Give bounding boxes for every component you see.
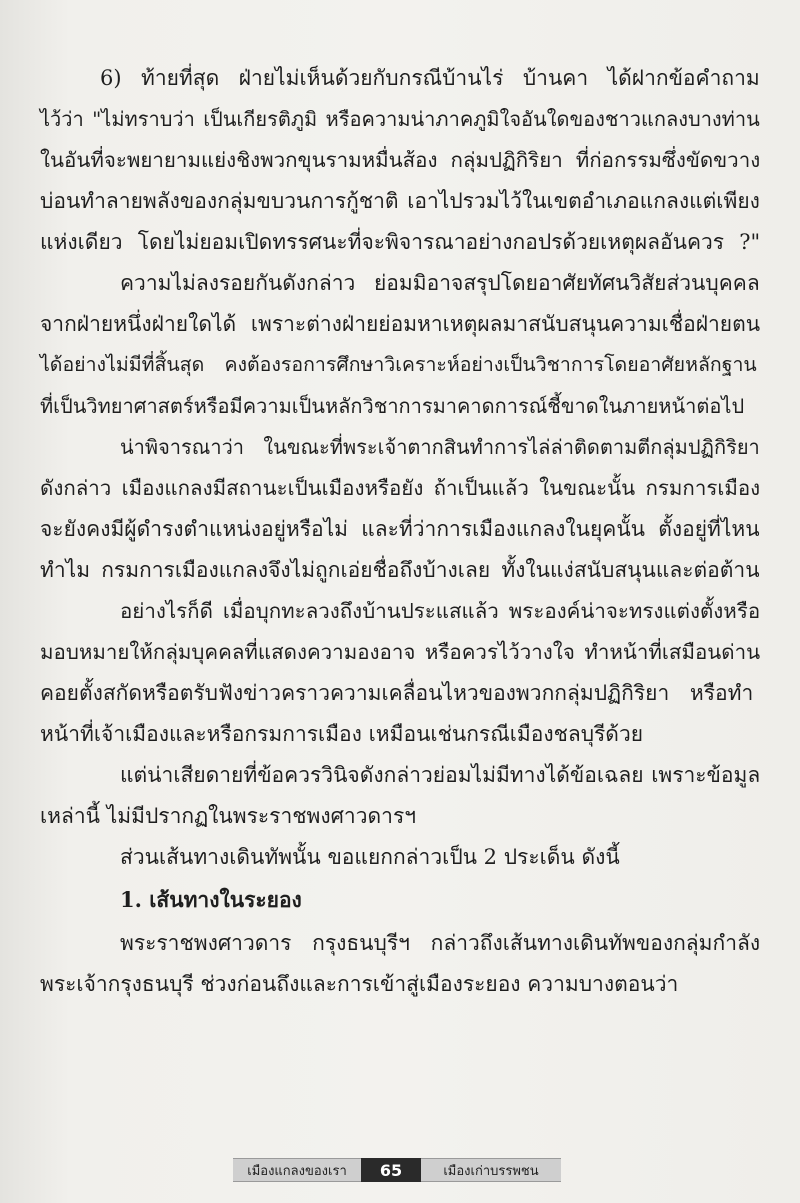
footer-book-title: เมืองแกลงของเรา	[233, 1158, 361, 1182]
text-line: ส่วนเส้นทางเดินทัพนั้น ขอแยกกล่าวเป็น 2 ประเด็น ดังนี้	[120, 845, 620, 869]
text-line: 6) ท้ายที่สุด ฝ่ายไม่เห็นด้วยกับกรณีบ้านไร่ บ้านคา ได้ฝากข้อคำถาม	[100, 66, 760, 90]
text-line: ดังกล่าว เมืองแกลงมีสถานะเป็นเมืองหรือยัง ถ้าเป็นแล้ว ในขณะนั้น กรมการเมือง	[40, 476, 761, 500]
text-line: อย่างไรก็ดี เมื่อบุกทะลวงถึงบ้านประแสแล้ว พระองค์น่าจะทรงแต่งตั้งหรือ	[120, 599, 761, 623]
section-heading: 1. เส้นทางในระยอง	[120, 887, 302, 912]
page-footer	[233, 1158, 561, 1182]
text-line: หน้าที่เจ้าเมืองและหรือกรมการเมือง เหมือนเช่นกรณีเมืองชลบุรีด้วย	[40, 722, 644, 746]
text-line: ในอันที่จะพยายามแย่งชิงพวกขุนรามหมื่นส้อง กลุ่มปฏิกิริยา ที่ก่อกรรมซึ่งขัดขวาง	[40, 148, 761, 172]
text-line: จะยังคงมีผู้ดำรงตำแหน่งอยู่หรือไม่ และที่ว่าการเมืองแกลงในยุคนั้น ตั้งอยู่ที่ไหน	[40, 517, 760, 541]
text-line: ความไม่ลงรอยกันดังกล่าว ย่อมมิอาจสรุปโดยอาศัยทัศนวิสัยส่วนบุคคล	[120, 271, 760, 295]
text-line: พระเจ้ากรุงธนบุรี ช่วงก่อนถึงและการเข้าสู่เมืองระยอง ความบางตอนว่า	[40, 972, 679, 996]
text-line: ที่เป็นวิทยาศาสตร์หรือมีความเป็นหลักวิชาการมาคาดการณ์ชี้ขาดในภายหน้าต่อไป	[40, 394, 745, 418]
text-line: แห่งเดียว โดยไม่ยอมเปิดทรรศนะที่จะพิจารณาอย่างกอปรด้วยเหตุผลอันควร ?"	[40, 230, 761, 254]
text-line: มอบหมายให้กลุ่มบุคคลที่แสดงความองอาจ หรือควรไว้วางใจ ทำหน้าที่เสมือนด่าน	[40, 640, 761, 664]
text-line: จากฝ่ายหนึ่งฝ่ายใดได้ เพราะต่างฝ่ายย่อมหาเหตุผลมาสนับสนุนความเชื่อฝ่ายตน	[40, 312, 761, 336]
text-line: ทำไม กรมการเมืองแกลงจึงไม่ถูกเอ่ยชื่อถึงบ้างเลย ทั้งในแง่สนับสนุนและต่อต้าน	[40, 558, 760, 582]
text-line: คอยตั้งสกัดหรือตรับฟังข่าวคราวความเคลื่อนไหวของพวกกลุ่มปฏิกิริยา หรือทำ	[40, 681, 754, 705]
text-line: บ่อนทำลายพลังของกลุ่มขบวนการกู้ชาติ เอาไปรวมไว้ในเขตอำเภอแกลงแต่เพียง	[40, 189, 760, 213]
text-line: น่าพิจารณาว่า ในขณะที่พระเจ้าตากสินทำการไล่ล่าติดตามตีกลุ่มปฏิกิริยา	[120, 435, 760, 459]
page-number: 65	[361, 1158, 421, 1182]
text-line: ได้อย่างไม่มีที่สิ้นสุด คงต้องรอการศึกษาวิเคราะห์อย่างเป็นวิชาการโดยอาศัยหลักฐาน	[40, 353, 757, 376]
footer-chapter-title: เมืองเก่าบรรพชน	[421, 1158, 561, 1182]
text-line: พระราชพงศาวดาร กรุงธนบุรีฯ กล่าวถึงเส้นทางเดินทัพของกลุ่มกำลัง	[120, 931, 761, 955]
text-line: เหล่านี้ ไม่มีปรากฏในพระราชพงศาวดารฯ	[40, 804, 417, 828]
text-line: แต่น่าเสียดายที่ข้อควรวินิจดังกล่าวย่อมไม่มีทางได้ข้อเฉลย เพราะข้อมูล	[120, 763, 761, 787]
text-line: ไว้ว่า "ไม่ทราบว่า เป็นเกียรติภูมิ หรือความน่าภาคภูมิใจอันใดของชาวแกลงบางท่าน	[40, 107, 760, 131]
